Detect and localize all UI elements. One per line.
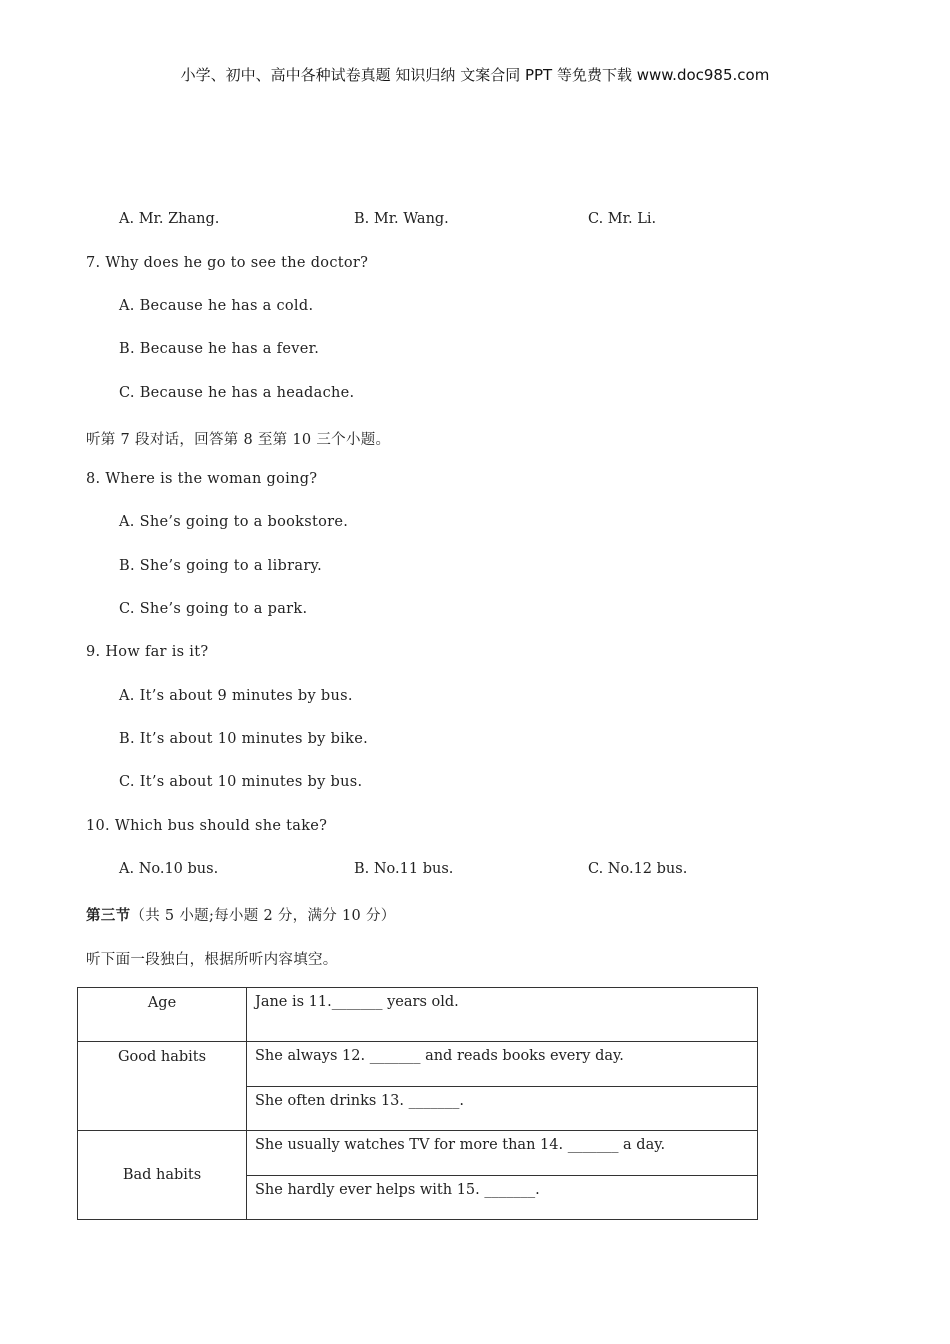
table-row	[78, 988, 758, 1042]
q10-option-c: C. No.12 bus.	[588, 861, 688, 877]
section3-title: 第三节	[86, 907, 131, 924]
q7-question: 7. Why does he go to see the doctor?	[86, 255, 369, 271]
page-header: 小学、初中、高中各种试卷真题 知识归纳 文案合同 PPT 等免费下载 www.doc985.com	[180, 66, 770, 84]
q8-option-c: C. She’s going to a park.	[119, 601, 308, 617]
q7-option-a: A. Because he has a cold.	[119, 298, 314, 314]
good-habits-label: Good habits	[78, 1042, 247, 1131]
bad-habit-cell-1: She usually watches TV for more than 14. _______ a day.	[247, 1131, 758, 1176]
q8-question: 8. Where is the woman going?	[86, 471, 318, 487]
q8-option-a: A. She’s going to a bookstore.	[119, 514, 349, 530]
q6-option-b: B. Mr. Wang.	[354, 211, 449, 227]
section7-instruction: 听第 7 段对话，回答第 8 至第 10 三个小题。	[86, 432, 391, 448]
good-habit-cell-1: She always 12. _______ and reads books every day.	[247, 1042, 758, 1087]
age-label: Age	[78, 988, 247, 1042]
habits-table	[77, 987, 758, 1220]
bad-habits-label: Bad habits	[78, 1131, 247, 1220]
q6-option-a: A. Mr. Zhang.	[119, 211, 220, 227]
age-cell: Jane is 11._______ years old.	[247, 988, 758, 1042]
q8-option-b: B. She’s going to a library.	[119, 558, 323, 574]
good-habit-cell-2: She often drinks 13. _______.	[247, 1087, 758, 1131]
q9-option-c: C. It’s about 10 minutes by bus.	[119, 774, 363, 790]
bad-habit-cell-2: She hardly ever helps with 15. _______.	[247, 1176, 758, 1220]
section3-title-note: （共 5 小题;每小题 2 分，满分 10 分）	[130, 908, 396, 924]
table-row	[78, 1131, 758, 1176]
q10-option-a: A. No.10 bus.	[119, 861, 219, 877]
q7-option-b: B. Because he has a fever.	[119, 341, 320, 357]
section3-heading	[86, 904, 396, 925]
q9-option-a: A. It’s about 9 minutes by bus.	[119, 688, 353, 704]
q10-option-b: B. No.11 bus.	[354, 861, 454, 877]
q9-option-b: B. It’s about 10 minutes by bike.	[119, 731, 368, 747]
section3-instruction: 听下面一段独白，根据所听内容填空。	[86, 952, 338, 968]
table-row	[78, 1042, 758, 1087]
q6-option-c: C. Mr. Li.	[588, 211, 657, 227]
q9-question: 9. How far is it?	[86, 644, 209, 660]
q10-question: 10. Which bus should she take?	[86, 818, 328, 834]
q7-option-c: C. Because he has a headache.	[119, 385, 355, 401]
